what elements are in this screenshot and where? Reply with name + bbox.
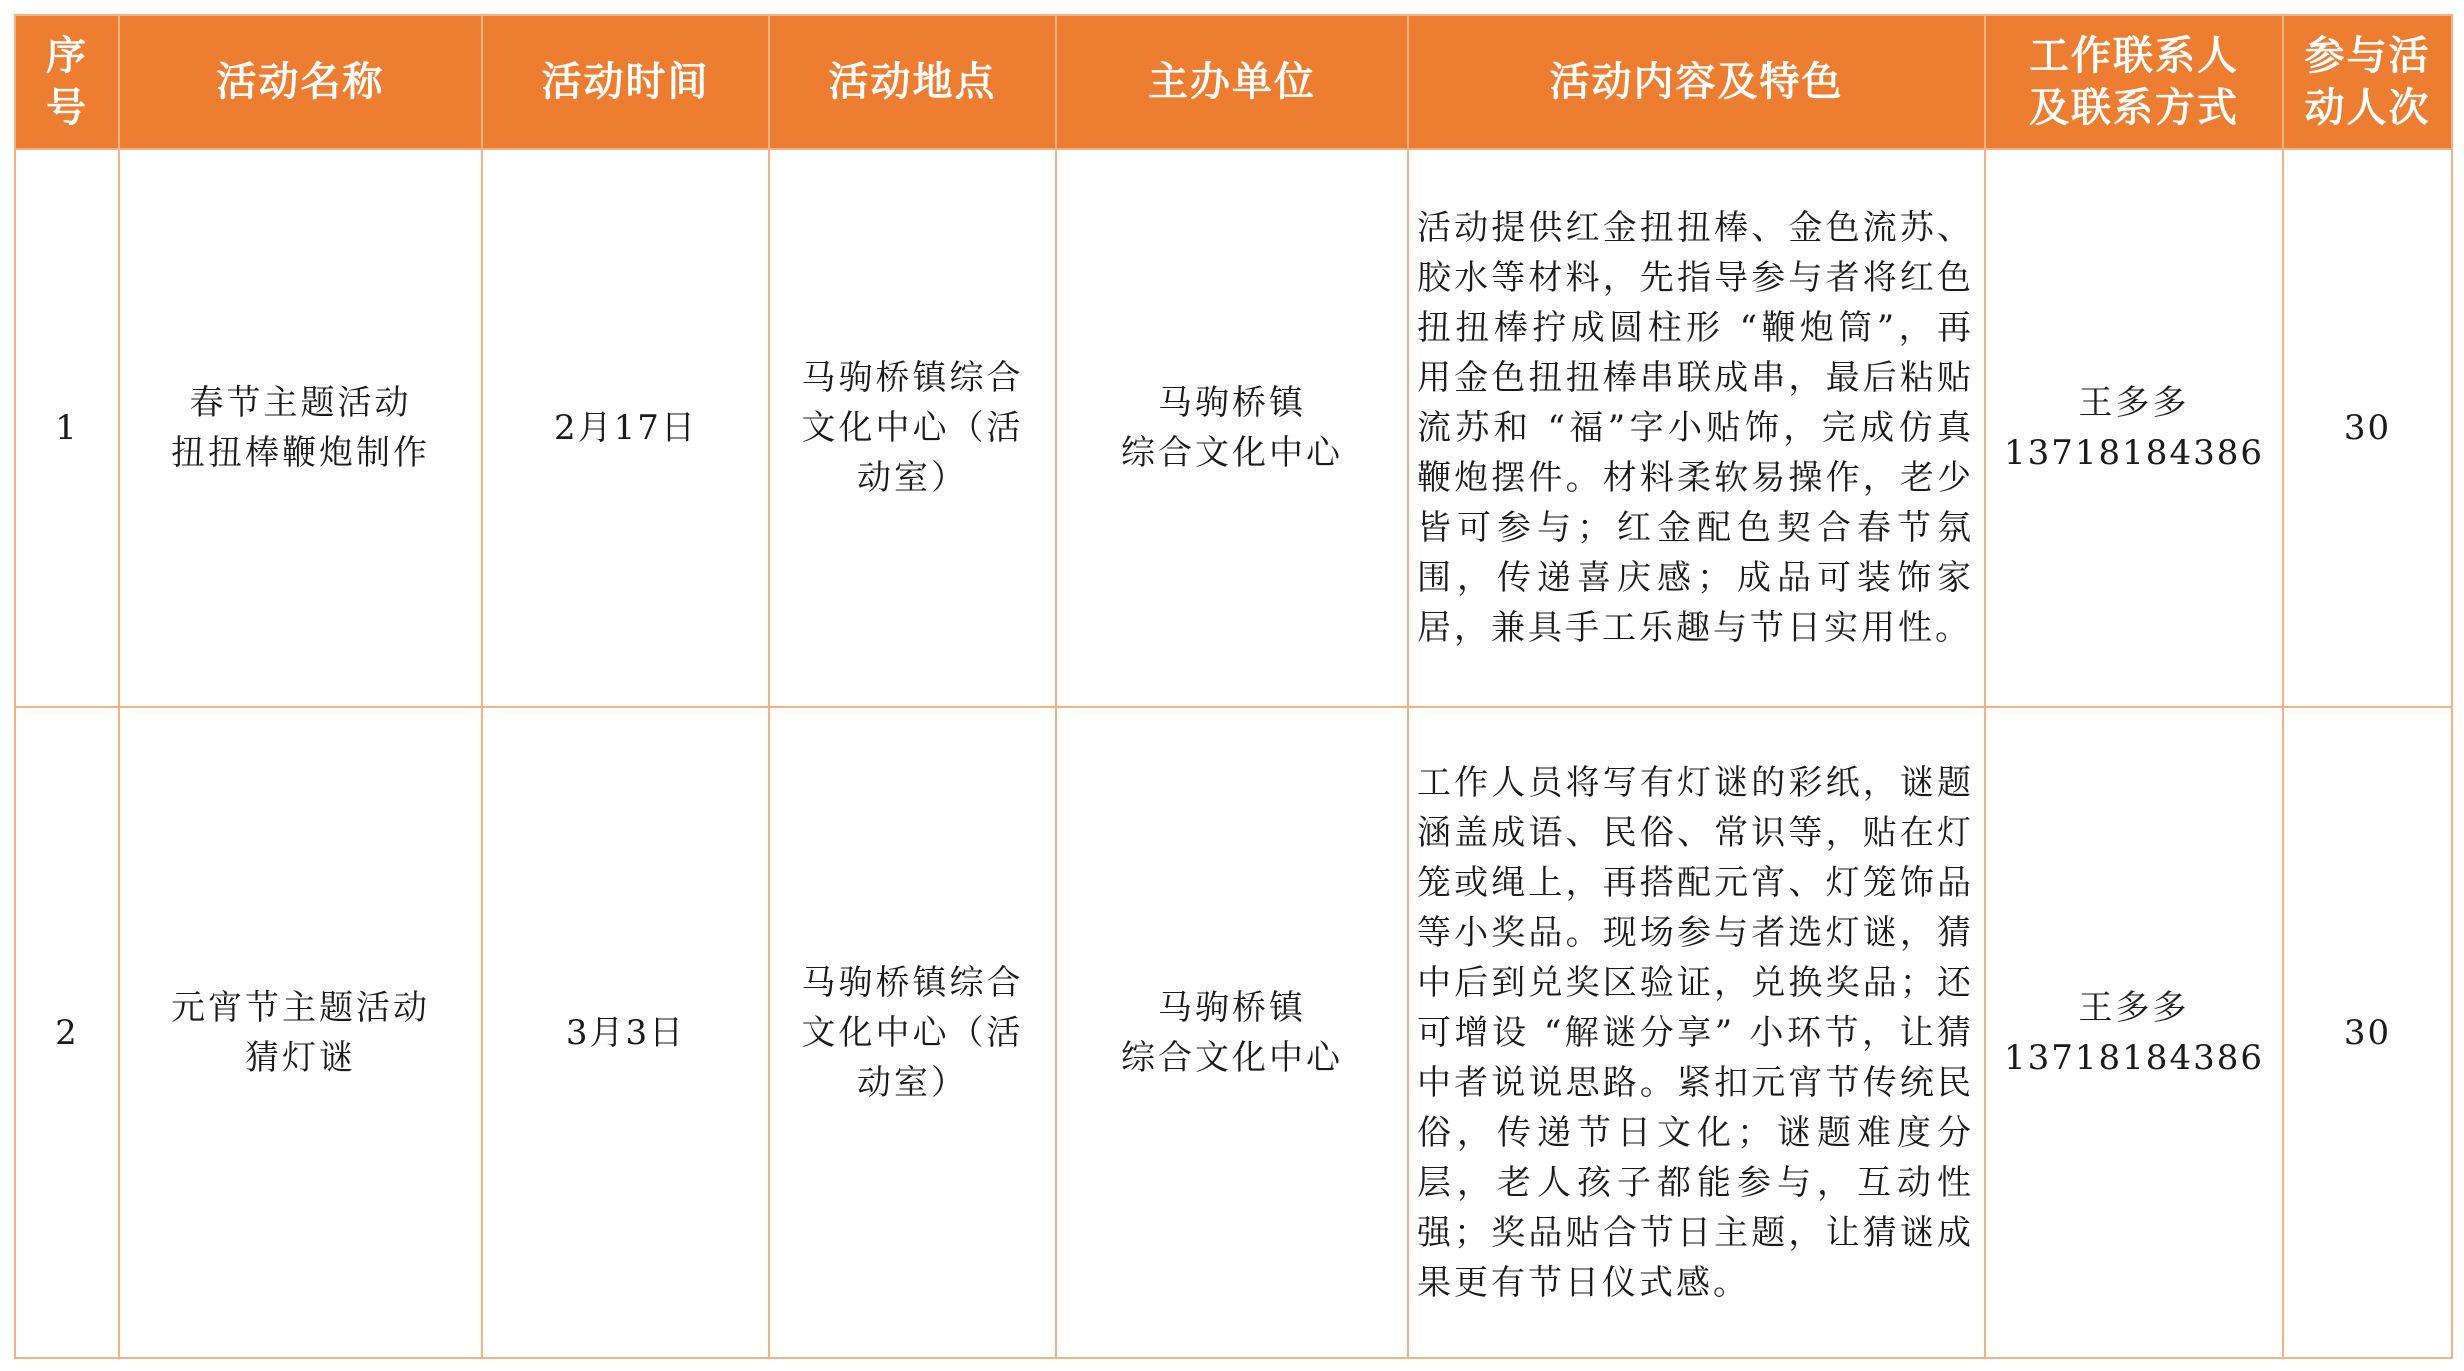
header-participants-line-2: 动人次 <box>2304 85 2431 131</box>
row-content <box>1408 707 1985 1358</box>
place-line: 动室） <box>857 1062 968 1103</box>
activity-name-line: 猜灯谜 <box>245 1037 356 1078</box>
header-contact <box>1985 15 2283 149</box>
activity-name-line: 元宵节主题活动 <box>171 987 430 1028</box>
place-line: 马驹桥镇综合 <box>801 358 1024 398</box>
row-activity-place <box>769 707 1056 1358</box>
place-line: 动室） <box>857 458 968 498</box>
place-line: 文化中心（活 <box>801 408 1024 448</box>
contact-name: 王多多 <box>2078 383 2190 423</box>
row-activity-place <box>769 149 1056 707</box>
header-place: 活动地点 <box>769 15 1056 149</box>
contact-phone: 13718184386 <box>2004 433 2264 473</box>
activity-table <box>14 14 2453 1359</box>
header-content: 活动内容及特色 <box>1408 15 1985 149</box>
header-name: 活动名称 <box>119 15 482 149</box>
header-contact-line-2: 及联系方式 <box>2029 85 2239 131</box>
table-row <box>15 149 2452 707</box>
header-seq-line-2: 号 <box>46 85 88 131</box>
row-organizer <box>1056 149 1408 707</box>
row-activity-name <box>119 149 482 707</box>
row-activity-name <box>119 707 482 1358</box>
activity-name-line: 扭扭棒鞭炮制作 <box>171 433 430 473</box>
row-activity-time: 2月17日 <box>482 149 769 707</box>
place-line: 马驹桥镇综合 <box>801 962 1024 1003</box>
row-activity-time: 3月3日 <box>482 707 769 1358</box>
row-contact <box>1985 707 2283 1358</box>
organizer-line: 马驹桥镇 <box>1158 383 1306 423</box>
header-participants-line-1: 参与活 <box>2304 33 2431 79</box>
table-row <box>15 707 2452 1358</box>
row-participants: 30 <box>2283 707 2452 1358</box>
row-seq: 2 <box>15 707 119 1358</box>
contact-name: 王多多 <box>2078 987 2190 1028</box>
header-contact-line-1: 工作联系人 <box>2029 33 2239 79</box>
row-seq: 1 <box>15 149 119 707</box>
organizer-line: 马驹桥镇 <box>1158 987 1306 1028</box>
place-line: 文化中心（活 <box>801 1012 1024 1053</box>
row-organizer <box>1056 707 1408 1358</box>
row-content <box>1408 149 1985 707</box>
header-organizer: 主办单位 <box>1056 15 1408 149</box>
contact-phone: 13718184386 <box>2004 1037 2264 1078</box>
header-time: 活动时间 <box>482 15 769 149</box>
organizer-line: 综合文化中心 <box>1121 433 1343 473</box>
header-participants <box>2283 15 2452 149</box>
organizer-line: 综合文化中心 <box>1121 1037 1343 1078</box>
content-text: 工作人员将写有灯谜的彩纸，谜题涵盖成语、民俗、常识等，贴在灯笼或绳上，再搭配元宵、灯笼饰品等小奖品。现场参与者选灯谜，猜中后到兑奖区验证，兑换奖品；还可增设 “解谜分享” 小环节，让猜中者说说思路。紧扣元宵节传统民俗，传递节日文化；谜题难度分层，老人孩子都能参与，互动性强；奖品贴合节日主题，让猜谜成果更有节日仪式感。 <box>1417 762 1974 1303</box>
row-participants: 30 <box>2283 149 2452 707</box>
activity-name-line: 春节主题活动 <box>189 383 412 423</box>
header-row <box>15 15 2452 149</box>
row-contact <box>1985 149 2283 707</box>
header-seq <box>15 15 119 149</box>
header-seq-line-1: 序 <box>46 33 88 79</box>
content-text: 活动提供红金扭扭棒、金色流苏、胶水等材料，先指导参与者将红色扭扭棒拧成圆柱形 “鞭炮筒”，再用金色扭扭棒串联成串，最后粘贴流苏和 “福”字小贴饰，完成仿真鞭炮摆件。材料柔软易操作，老少皆可参与；红金配色契合春节氛围，传递喜庆感；成品可装饰家居，兼具手工乐趣与节日实用性。 <box>1417 208 1974 648</box>
